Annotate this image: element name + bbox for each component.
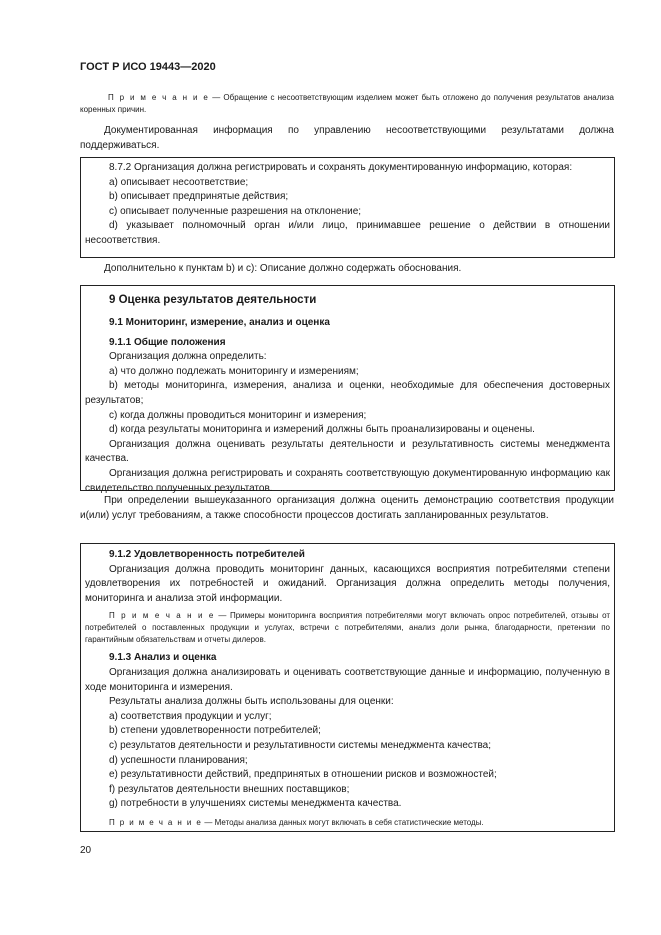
section-9-1-3-para-1: Организация должна анализировать и оценивать соответствующие данные и информацию, полученную в ходе мониторинга и измерения. bbox=[85, 666, 610, 693]
section-9-1-1-heading: 9.1.1 Общие положения bbox=[109, 336, 226, 348]
paragraph-documented-info-text: Документированная информация по управлению несоответствующими результатами должна поддерживаться. bbox=[80, 125, 614, 151]
paragraph-documented-info bbox=[80, 124, 614, 153]
section-9-1-3-heading: 9.1.3 Анализ и оценка bbox=[109, 652, 217, 664]
section-9-1-3-item-b: b) степени удовлетворенности потребителей; bbox=[109, 725, 321, 737]
box-section-9 bbox=[80, 285, 615, 494]
section-9-1-2-note bbox=[85, 610, 610, 646]
section-9-1-1-item-d: d) когда результаты мониторинга и измерений должны быть проанализированы и оценены. bbox=[109, 424, 535, 436]
section-9-1-3-note bbox=[85, 817, 610, 829]
box-8-7-2-content bbox=[85, 161, 610, 249]
section-9-1-1-item-a: a) что должно подлежать мониторингу и измерениям; bbox=[109, 365, 359, 377]
section-9-1-3-item-f: f) результатов деятельности внешних поставщиков; bbox=[109, 783, 350, 795]
section-9-1-3-note-label: П р и м е ч а н и е bbox=[109, 817, 203, 827]
box-8-7-2-item-b: b) описывает предпринятые действия; bbox=[109, 191, 289, 203]
box-8-7-2-item-d: d) указывает полномочный орган и/или лицо, принимавшее решение о действии в отношении несоответствия. bbox=[85, 220, 610, 246]
section-9-1-2-note-text: — Примеры мониторинга восприятия потребителями могут включать опрос потребителей, отзывы от потребителей о поставленных продукции и услугах, встречи с потребителями, анализ доли рынка, благодарности, претензии по гарантийным обязательствам и отчеты дилеров. bbox=[85, 611, 611, 645]
section-9-1-1-intro: Организация должна определить: bbox=[109, 351, 267, 363]
section-9-1-3-item-a: a) соответствия продукции и услуг; bbox=[109, 710, 272, 722]
section-9-1-3-item-g: g) потребности в улучшениях системы менеджмента качества. bbox=[109, 798, 402, 810]
standard-header: ГОСТ Р ИСО 19443—2020 bbox=[80, 61, 216, 73]
section-9-1-3-note-text: — Методы анализа данных могут включать в себя статистические методы. bbox=[202, 817, 484, 827]
paragraph-evaluation-text: При определении вышеуказанного организация должна оценить демонстрацию соответствия продукции и(или) услуг требованиям, а также способности процессов достигать запланированных результатов. bbox=[80, 495, 614, 521]
box-8-7-2-intro: 8.7.2 Организация должна регистрировать и сохранять документированную информацию, которая: bbox=[109, 162, 573, 173]
section-9-1-3-item-c: c) результатов деятельности и результативности системы менеджмента качества; bbox=[109, 739, 492, 751]
paragraph-additional-text: Дополнительно к пунктам b) и c): Описание должно содержать обоснования. bbox=[104, 263, 462, 274]
box-9-1-2-content bbox=[85, 548, 610, 829]
note-1-text: — Обращение с несоответствующим изделием может быть отложено до получения результатов анализа коренных причин. bbox=[80, 93, 614, 114]
page-number: 20 bbox=[80, 845, 92, 856]
box-section-9-content bbox=[85, 291, 610, 496]
section-9-1-3-para-2: Результаты анализа должны быть использованы для оценки: bbox=[109, 696, 394, 708]
box-8-7-2 bbox=[80, 157, 615, 258]
box-8-7-2-item-c: c) описывает полученные разрешения на отклонение; bbox=[109, 205, 362, 217]
section-9-1-1-item-b: b) методы мониторинга, измерения, анализа и оценки, необходимые для обеспечения достоверных результатов; bbox=[85, 380, 610, 406]
paragraph-evaluation bbox=[80, 494, 614, 523]
section-9-1-3-item-e: e) результативности действий, предпринятых в отношении рисков и возможностей; bbox=[109, 769, 497, 781]
section-9-heading: 9 Оценка результатов деятельности bbox=[109, 294, 317, 306]
section-9-1-2-heading: 9.1.2 Удовлетворенность потребителей bbox=[109, 549, 305, 560]
section-9-1-heading: 9.1 Мониторинг, измерение, анализ и оценка bbox=[109, 317, 330, 328]
section-9-1-1-para-2: Организация должна регистрировать и сохранять соответствующую документированную информацию как свидетельство полученных результатов. bbox=[85, 467, 610, 494]
section-9-1-1-item-c: c) когда должны проводиться мониторинг и измерения; bbox=[109, 409, 367, 421]
box-8-7-2-item-a: a) описывает несоответствие; bbox=[109, 176, 249, 188]
paragraph-additional bbox=[80, 262, 614, 277]
note-1-label: П р и м е ч а н и е bbox=[108, 93, 210, 102]
section-9-1-2-note-label: П р и м е ч а н и е bbox=[109, 611, 215, 621]
section-9-1-1-para-1: Организация должна оценивать результаты деятельности и результативность системы менеджмента качества. bbox=[85, 438, 610, 465]
section-9-1-2-para: Организация должна проводить мониторинг данных, касающихся восприятия потребителями степени удовлетворения их потребностей и ожиданий. Организация должна определить методы получения, мониторинга и анализа этой информации. bbox=[85, 563, 610, 604]
box-9-1-2-and-9-1-3 bbox=[80, 543, 615, 832]
note-1 bbox=[80, 92, 614, 116]
section-9-1-3-item-d: d) успешности планирования; bbox=[109, 754, 248, 766]
